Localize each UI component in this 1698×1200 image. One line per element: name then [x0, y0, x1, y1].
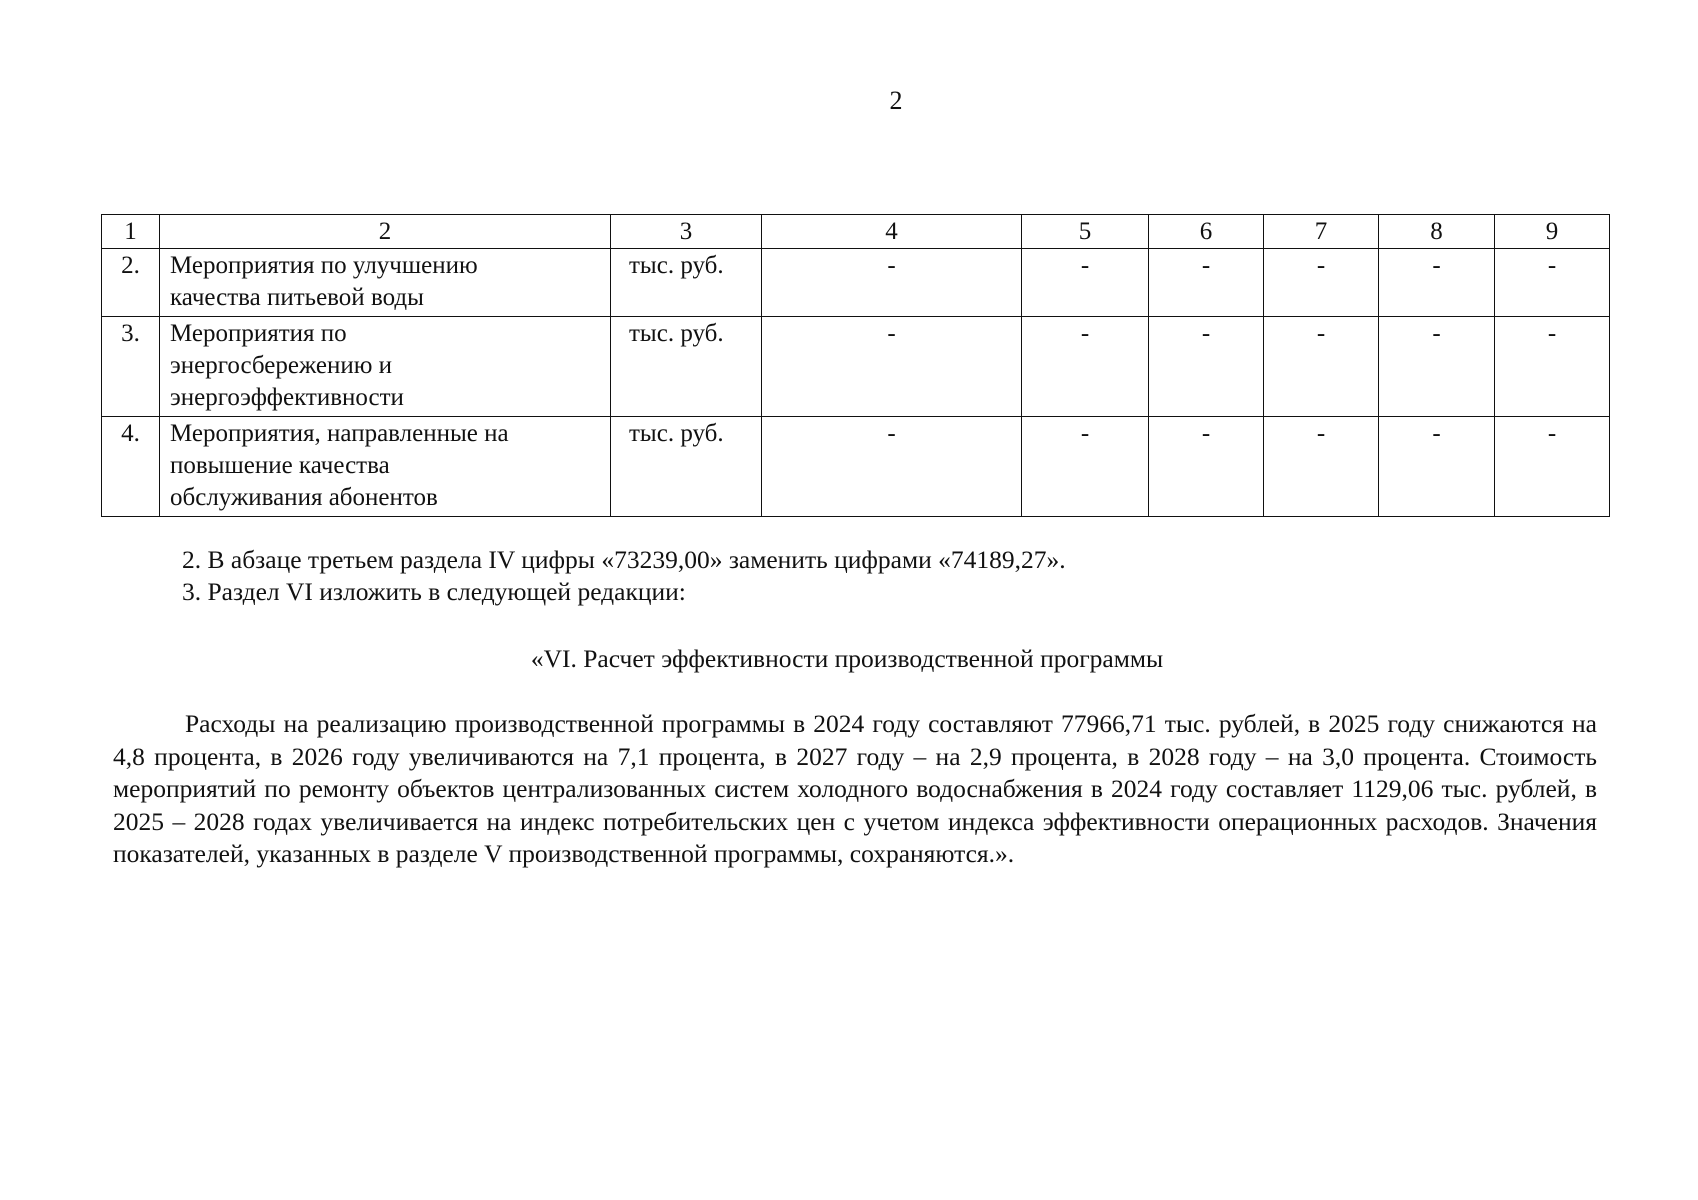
measure-name-line: повышение качества [170, 452, 390, 479]
value-cell: - [1264, 249, 1379, 317]
value-cell: - [762, 249, 1022, 317]
header-cell: 6 [1149, 215, 1264, 249]
value-cell: - [1149, 417, 1264, 517]
unit-cell: тыс. руб. [611, 317, 762, 417]
value-cell: - [1022, 249, 1149, 317]
value-cell: - [762, 317, 1022, 417]
value-cell: - [1264, 417, 1379, 517]
value-cell: - [1379, 417, 1495, 517]
header-cell: 5 [1022, 215, 1149, 249]
value-cell: - [762, 417, 1022, 517]
measure-name [160, 249, 611, 317]
value-cell: - [1495, 249, 1610, 317]
measures-table [101, 214, 1610, 517]
value-cell: - [1495, 417, 1610, 517]
table-row [102, 249, 1610, 317]
measure-name-line: Мероприятия по [170, 320, 347, 347]
measure-name-line: Мероприятия, направленные на [170, 420, 509, 447]
value-cell: - [1022, 417, 1149, 517]
header-cell: 2 [160, 215, 611, 249]
row-number: 2. [102, 249, 160, 317]
value-cell: - [1379, 249, 1495, 317]
unit-cell: тыс. руб. [611, 417, 762, 517]
measure-name-line: энергосбережению и [170, 352, 393, 379]
measure-name-line: энергоэффективности [170, 384, 404, 411]
value-cell: - [1264, 317, 1379, 417]
section-heading: «VI. Расчет эффективности производственной программы [530, 644, 1164, 673]
header-cell: 4 [762, 215, 1022, 249]
row-number: 3. [102, 317, 160, 417]
measure-name [160, 317, 611, 417]
table-row [102, 317, 1610, 417]
table-header-row [102, 215, 1610, 249]
unit-cell: тыс. руб. [611, 249, 762, 317]
table-row [102, 417, 1610, 517]
header-cell: 7 [1264, 215, 1379, 249]
header-cell: 1 [102, 215, 160, 249]
page-number: 2 [889, 86, 903, 115]
measure-name-line: обслуживания абонентов [170, 484, 438, 511]
amendment-paragraph-2: 2. В абзаце третьем раздела IV цифры «73239,00» заменить цифрами «74189,27». [182, 545, 1066, 574]
measure-name-line: Мероприятия по улучшению [170, 252, 478, 279]
measure-name [160, 417, 611, 517]
value-cell: - [1379, 317, 1495, 417]
value-cell: - [1495, 317, 1610, 417]
row-number: 4. [102, 417, 160, 517]
header-cell: 8 [1379, 215, 1495, 249]
value-cell: - [1022, 317, 1149, 417]
header-cell: 3 [611, 215, 762, 249]
header-cell: 9 [1495, 215, 1610, 249]
value-cell: - [1149, 249, 1264, 317]
section-body-text: Расходы на реализацию производственной программы в 2024 году составляют 77966,71 тыс. рублей, в 2025 году снижаются на 4,8 процента, в 2026 году увеличиваются на 7,1 процента, в 2027 году – на 2,9 процента, в 2028 году – на 3,0 процента. Стоимость мероприятий по ремонту объектов централизованных систем холодного водоснабжения в 2024 году составляет 1129,06 тыс. рублей, в 2025 – 2028 годах увеличивается на индекс потребительских цен с учетом индекса эффективности операционных расходов. Значения показателей, указанных в разделе V производственной программы, сохраняются.». [113, 709, 1597, 868]
value-cell: - [1149, 317, 1264, 417]
measure-name-line: качества питьевой воды [170, 284, 424, 311]
amendment-paragraph-3: 3. Раздел VI изложить в следующей редакции: [182, 577, 686, 606]
